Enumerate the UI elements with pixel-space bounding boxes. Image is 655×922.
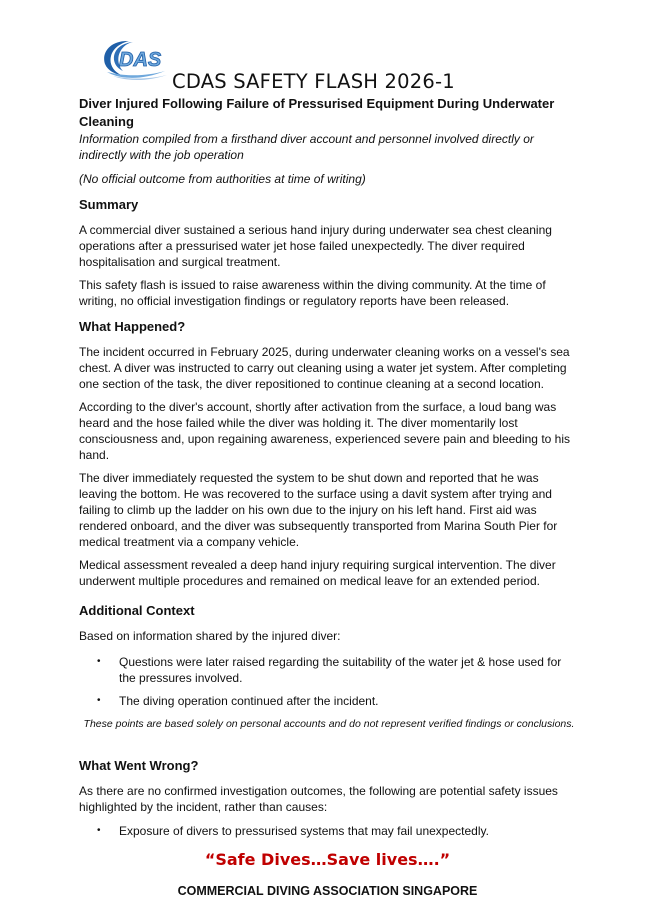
bullet-icon: • [97,656,101,667]
what-happened-paragraph: The incident occurred in February 2025, during underwater cleaning works on a vessel's sea chest. A diver was instructed to carry out cleaning using a water jet system. After completing one section of the task, the diver repositioned to continue cleaning at a second location. [79,345,570,391]
list-item-text: The diving operation continued after the incident. [119,694,379,708]
what-happened-heading: What Happened? [79,319,186,334]
cdas-logo [99,38,171,82]
cdas-logo-icon [99,38,171,82]
additional-context-intro: Based on information shared by the injured diver: [79,629,341,643]
source-subtitle: Information compiled from a firsthand diver account and personnel involved directly or indirectly with the job operation [79,132,534,162]
safety-motto: “Safe Dives…Save lives….” [204,850,451,869]
svg-text:DAS: DAS [119,49,162,71]
bullet-icon: • [97,695,101,706]
what-went-wrong-intro: As there are no confirmed investigation outcomes, the following are potential safety issues highlighted by the incident, rather than causes: [79,784,558,814]
summary-paragraph: A commercial diver sustained a serious hand injury during underwater sea chest cleaning operations after a pressurised water jet hose failed unexpectedly. The diver required hospitalisation and surgical treatment. [79,223,552,269]
safety-flash-title: CDAS SAFETY FLASH 2026-1 [172,70,455,93]
incident-headline: Diver Injured Following Failure of Pressurised Equipment During Underwater Cleaning [79,96,555,129]
organization-name: COMMERCIAL DIVING ASSOCIATION SINGAPORE [177,884,478,898]
bullet-icon: • [97,825,101,836]
what-went-wrong-heading: What Went Wrong? [79,758,199,773]
list-item-text: Exposure of divers to pressurised systems that may fail unexpectedly. [119,824,489,838]
additional-context-heading: Additional Context [79,603,195,618]
what-happened-paragraph: According to the diver's account, shortly after activation from the surface, a loud bang was heard and the hose failed while the diver was holding it. The diver momentarily lost consciousness and, upon regaining awareness, experienced severe pain and bleeding to his hand. [79,400,570,462]
list-item-text: Questions were later raised regarding the suitability of the water jet & hose used for the pressures involved. [119,655,562,685]
what-happened-paragraph: Medical assessment revealed a deep hand injury requiring surgical intervention. The diver underwent multiple procedures and remained on medical leave for an extended period. [79,558,556,588]
verification-note: These points are based solely on personal accounts and do not represent verified findings or conclusions. [83,718,575,730]
what-happened-paragraph: The diver immediately requested the system to be shut down and reported that he was leaving the bottom. He was recovered to the surface using a davit system after trying and failing to climb up the ladder on his own due to the injury on his left hand. First aid was rendered onboard, and the diver was subsequently transported from Marina South Pier for medical treatment via a company vehicle. [79,471,558,549]
official-outcome-disclaimer: (No official outcome from authorities at time of writing) [79,172,366,186]
summary-heading: Summary [79,197,139,212]
summary-paragraph: This safety flash is issued to raise awareness within the diving community. At the time of writing, no official investigation findings or regulatory reports have been released. [79,278,546,308]
